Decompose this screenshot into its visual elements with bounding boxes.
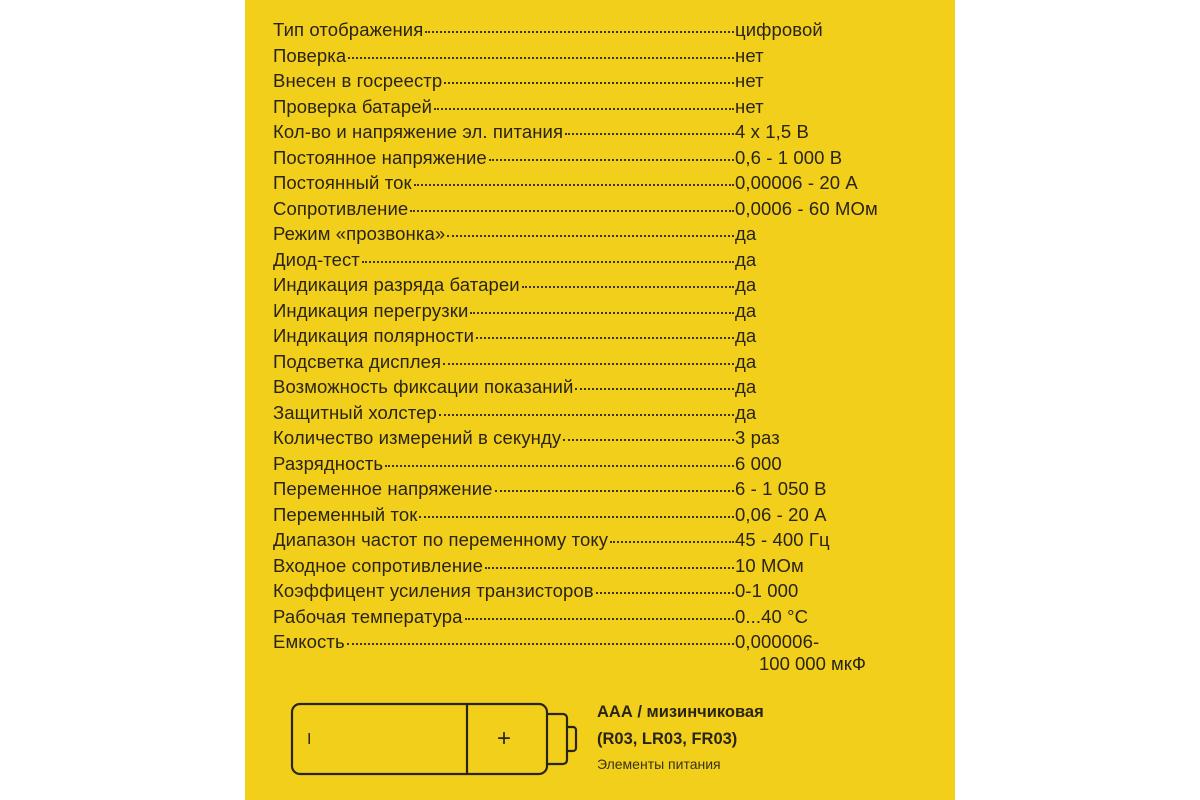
spec-value: 3 раз [735,427,780,448]
dot-leader [565,133,734,135]
spec-value: 4 x 1,5 В [735,121,809,142]
battery-caption: Элементы питания [597,756,721,772]
spec-value: цифровой [735,19,823,40]
spec-row [273,351,903,377]
battery-type: ААА / мизинчиковая [597,703,764,721]
spec-value: да [735,223,757,244]
spec-value: 0,06 - 20 А [735,503,827,525]
battery-codes: (R03, LR03, FR03) [597,730,738,748]
spec-value: да [735,376,757,397]
dot-leader [419,516,734,518]
spec-value: да [735,248,757,270]
dot-leader [596,592,734,594]
spec-label: Тип отображения [273,19,424,40]
dot-leader [476,337,734,339]
spec-label: Режим «прозвонка» [273,223,446,244]
dot-leader [347,643,734,645]
spec-value: 45 - 400 Гц [735,529,830,550]
spec-label: Индикация перегрузки [273,299,469,321]
dot-leader [610,541,734,543]
spec-row [273,198,903,224]
spec-row [273,45,903,71]
dot-leader [522,286,734,288]
spec-row [273,529,903,555]
spec-value: 0-1 000 [735,580,799,601]
capacity-continuation: 100 000 мкФ [759,653,866,674]
spec-row [273,121,903,147]
dot-leader [465,618,734,620]
dot-leader [575,388,734,390]
spec-row [273,223,903,249]
spec-card [245,0,955,800]
battery-minus-mark: I [307,731,312,748]
dot-leader [444,82,734,84]
spec-list [273,19,903,657]
spec-value: 10 МОм [735,554,804,576]
spec-label: Разрядность [273,452,384,474]
spec-label: Подсветка дисплея [273,350,442,372]
dot-leader [470,312,734,314]
dot-leader [443,363,734,365]
spec-label: Рабочая температура [273,605,463,627]
spec-value: 0,6 - 1 000 В [735,146,843,168]
spec-value: 0,00006 - 20 А [735,172,858,193]
spec-label: Диод-тест [273,248,360,270]
spec-row [273,70,903,96]
spec-value: да [735,299,757,321]
spec-row [273,453,903,479]
dot-leader [485,567,734,569]
spec-value: 6 - 1 050 В [735,478,827,499]
spec-row [273,504,903,530]
spec-row [273,300,903,326]
spec-label: Кол-во и напряжение эл. питания [273,121,564,142]
dot-leader [385,465,734,467]
spec-row [273,325,903,351]
spec-row [273,606,903,632]
spec-label: Защитный холстер [273,401,437,423]
dot-leader [348,57,734,59]
spec-label: Возможность фиксации показаний [273,376,574,397]
spec-label: Сопротивление [273,197,409,219]
spec-label: Индикация разряда батареи [273,274,520,295]
spec-label: Постоянный ток [273,172,412,193]
spec-label: Количество измерений в секунду [273,427,562,448]
spec-value: да [735,325,757,346]
spec-label: Переменный ток [273,503,418,525]
dot-leader [489,159,734,161]
battery-icon [290,700,580,783]
dot-leader [414,184,734,186]
spec-value: 0,0006 - 60 МОм [735,197,878,219]
dot-leader [563,439,734,441]
dot-leader [439,414,734,416]
spec-row [273,274,903,300]
spec-row [273,580,903,606]
spec-value: 0...40 °С [735,605,809,627]
spec-row [273,19,903,45]
spec-label: Диапазон частот по переменному току [273,529,609,550]
dot-leader [495,490,734,492]
spec-row [273,427,903,453]
spec-value: нет [735,44,764,66]
spec-row [273,478,903,504]
spec-value: да [735,274,757,295]
spec-label: Индикация полярности [273,325,475,346]
spec-label: Постоянное напряжение [273,146,487,168]
dot-leader [447,235,734,237]
spec-row [273,376,903,402]
dot-leader [410,210,734,212]
dot-leader [425,31,734,33]
spec-label: Емкость [273,631,345,652]
spec-label: Внесен в госреестр [273,70,443,91]
spec-label: Коэффицент усиления транзисторов [273,580,594,601]
spec-label: Переменное напряжение [273,478,493,499]
spec-row [273,555,903,581]
dot-leader [434,108,734,110]
spec-value: 6 000 [735,452,782,474]
spec-value: нет [735,70,764,91]
spec-value: нет [735,95,764,117]
spec-row [273,249,903,275]
dot-leader [362,261,734,263]
battery-info [597,700,764,772]
spec-row [273,96,903,122]
spec-row [273,172,903,198]
spec-label: Проверка батарей [273,95,433,117]
spec-row [273,402,903,428]
spec-value: да [735,350,757,372]
spec-row [273,147,903,173]
spec-value: да [735,401,757,423]
battery-plus-mark: + [497,725,512,752]
spec-label: Поверка [273,44,347,66]
spec-label: Входное сопротивление [273,554,483,576]
spec-value: 0,000006- [735,631,820,652]
